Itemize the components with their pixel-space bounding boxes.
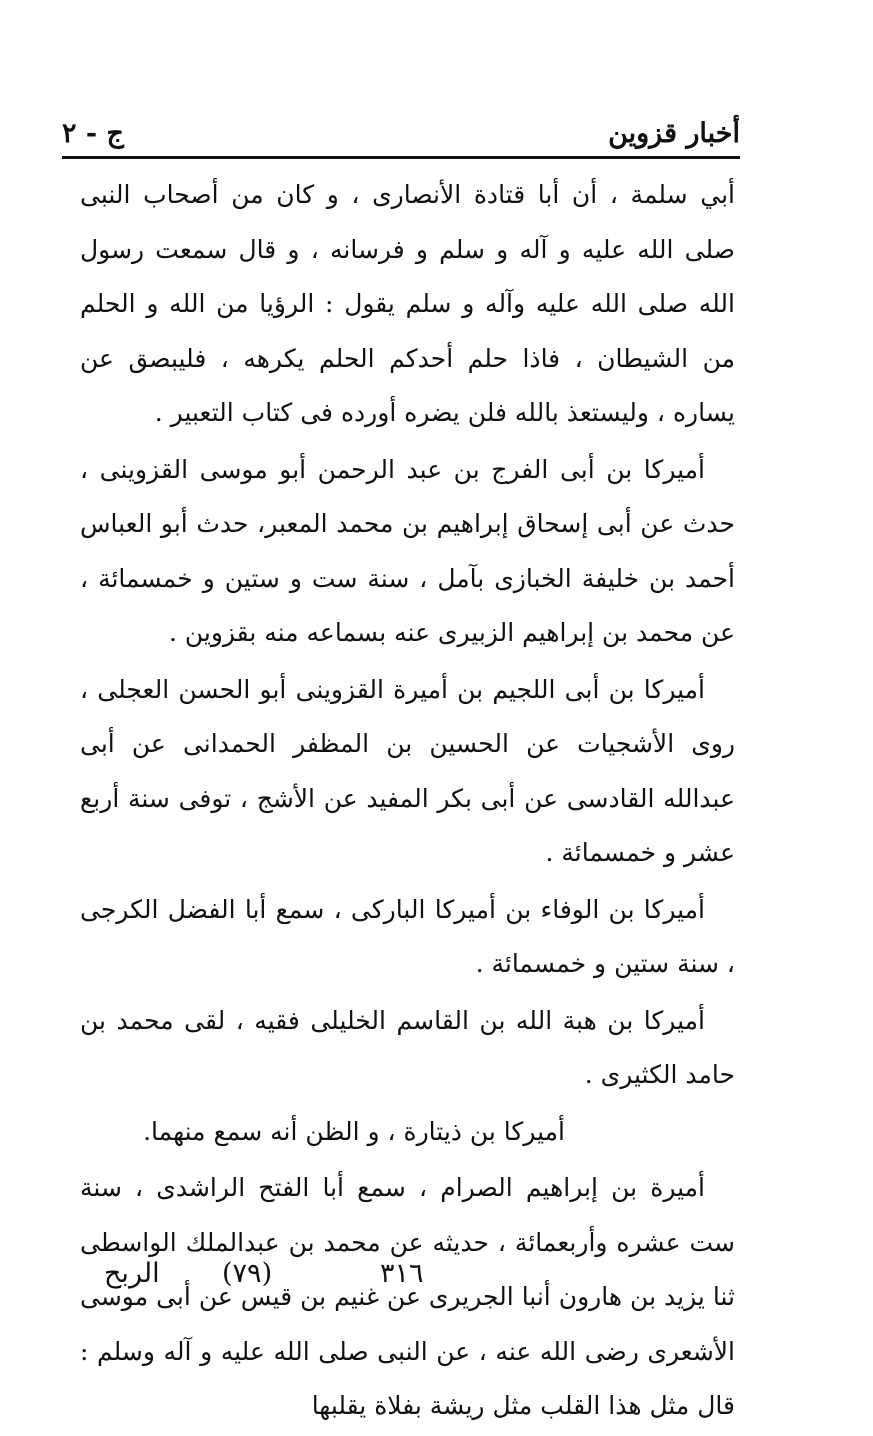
page-number: ٣١٦ [380,1258,424,1289]
paragraph-3: أميركا بن أبى اللجيم بن أميرة القزوينى أبو الحسن العجلى ، روى الأشجيات عن الحسين بن المظفر الحمدانى عن أبى عبدالله القادسى عن أبى بكر المفيد عن الأشج ، توفى سنة أربع عشر و خمسمائة . [80,674,735,867]
volume-number: ج - ٢ [62,118,124,149]
signature-mark: الربح [104,1258,160,1289]
paragraph-5: أميركا بن هبة الله بن القاسم الخليلى فقيه ، لقى محمد بن حامد الكثيرى . [80,1005,735,1089]
paragraph-2: أميركا بن أبى الفرج بن عبد الرحمن أبو موسى القزوينى ، حدث عن أبى إسحاق إبراهيم بن محمد المعبر، حدث أبو العباس أحمد بن خليفة الخبازى بآمل ، سنة ست و ستين و خمسمائة ، عن محمد بن إبراهيم الزبيرى عنه بسماعه منه بقزوين . [80,454,735,647]
running-header [62,118,740,158]
paragraph-7: أميرة بن إبراهيم الصرام ، سمع أبا الفتح الراشدى ، سنة ست عشره وأربعمائة ، حديثه عن محمد بن عبدالملك الواسطى ثنا يزيد بن هارون أنبا الجريرى عن غنيم بن قيس عن أبى موسى الأشعرى رضى الله عنه ، عن النبى صلى الله عليه و آله وسلم : قال مثل هذا القلب مثل ريشة بفلاة يقلبها [80,1173,735,1420]
page-footer [80,1258,740,1298]
leaf-number: (٧٩) [222,1258,273,1289]
paragraph-6: أميركا بن ذيتارة ، و الظن أنه سمع منهما. [143,1116,565,1146]
main-text [80,168,735,1436]
paragraph-4: أميركا بن الوفاء بن أميركا الباركى ، سمع أبا الفضل الكرجى ، سنة ستين و خمسمائة . [80,894,735,978]
paragraph-1: أبي سلمة ، أن أبا قتادة الأنصارى ، و كان من أصحاب النبى صلى الله عليه و آله و سلم و فرسانه ، و قال سمعت رسول الله صلى الله عليه وآله و سلم يقول : الرؤيا من الله و الحلم من الشيطان ، فاذا حلم أحدكم الحلم يكرهه ، فليبصق عن يساره ، وليستعذ بالله فلن يضره أورده فى كتاب التعبير . [80,180,735,427]
header-rule [62,156,740,159]
book-title: أخبار قزوين [608,118,740,149]
